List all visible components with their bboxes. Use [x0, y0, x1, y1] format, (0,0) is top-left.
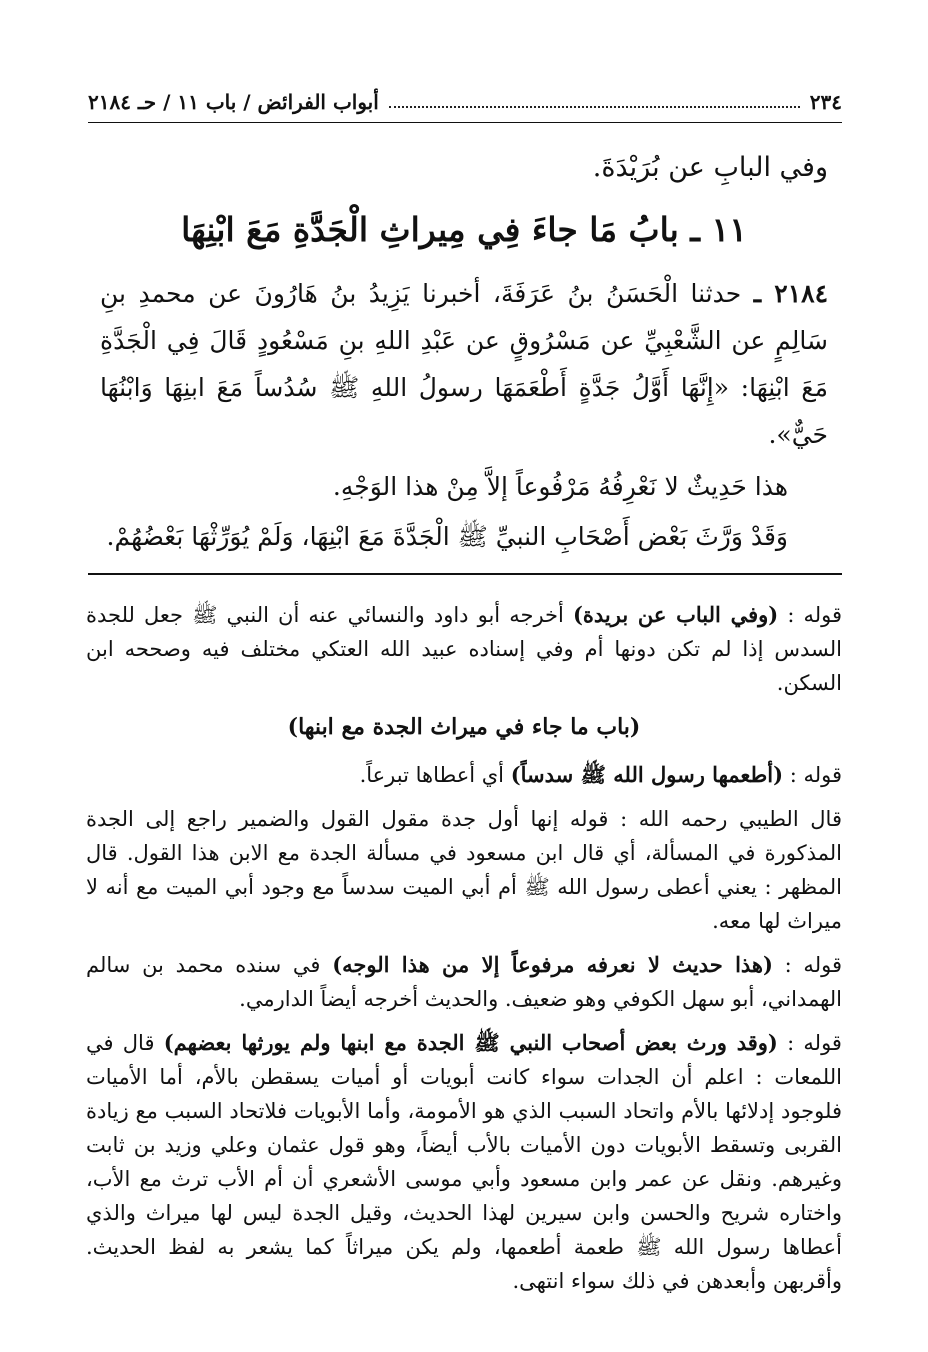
note-3 — [86, 802, 842, 938]
note-4-qawl: قوله : — [784, 953, 842, 977]
hadith-number: ٢١٨٤ ـ — [753, 279, 829, 308]
page-number: ٢٣٤ — [809, 90, 842, 114]
note-5-lemma: (وقد ورث بعض أصحاب النبي ﷺ الجدة مع ابنها ولم يورثها بعضهم) — [163, 1030, 778, 1055]
bab-reference: وفي البابِ عن بُرَيْدَةَ. — [592, 152, 828, 183]
footnote-separator — [88, 573, 842, 575]
hadith-paragraph — [100, 270, 828, 458]
commentary-chapter-title: (باب ما جاء في ميراث الجدة مع ابنها) — [287, 714, 641, 740]
running-header — [88, 84, 842, 120]
chapter-title: ١١ ـ بابُ مَا جاءَ فِي مِيراثِ الْجَدَّةِ مَعَ ابْنِهَا — [181, 210, 747, 249]
note-1-qawl: قوله : — [787, 603, 843, 627]
commentary — [86, 598, 842, 1308]
hadith-text: حدثنا الْحَسَنُ بنُ عَرَفَةَ، أخبرنا يَزِيدُ بنُ هَارُونَ عن محمدِ بنِ سَالِمٍ عن الشَّعْبِيِّ عن مَسْرُوقٍ عن عَبْدِ اللهِ بنِ مَسْعُودٍ قَالَ فِي الْجَدَّةِ مَعَ ابْنِهَا: «إِنَّهَا أَوَّلُ جَدَّةٍ أَطْعَمَهَا رسولُ اللهِ ﷺ سُدُساً مَعَ ابنِهَا وَابْنُهَا حَيٌّ». — [100, 279, 828, 449]
note-2-lemma: (أطعمها رسول الله ﷺ سدساً) — [510, 762, 784, 787]
note-1 — [86, 598, 842, 700]
note-4-text: في سنده محمد بن سالم الهمداني، أبو سهل الكوفي وهو ضعيف. والحديث أخرجه أيضاً الدارمي. — [86, 953, 842, 1011]
note-5-qawl: قوله : — [787, 1031, 842, 1055]
note-1-lemma: (وفي الباب عن بريدة) — [572, 602, 779, 627]
note-2-qawl: قوله : — [789, 763, 842, 787]
main-text — [100, 140, 828, 562]
header-rule — [88, 122, 842, 123]
note-5 — [86, 1026, 842, 1298]
note-2 — [86, 758, 842, 792]
leader-dots — [389, 106, 800, 108]
note-5-text: قال في اللمعات : اعلم أن الجدات سواء كانت أبويات أو أميات يسقطن بالأم، أما الأميات فلوجود إدلائها بالأم واتحاد السبب الذي هو الأمومة، وأما الأبويات فلاتحاد السبب مع زيادة القربى وتسقط الأبويات دون الأميات بالأب أيضاً، وهو قول عثمان وعلي وزيد بن ثابت وغيرهم. ونقل عن عمر وابن مسعود وأبي موسى الأشعري أن أم الأب ترث مع الأب، واختاره شريح والحسن وابن سيرين لهذا الحديث، وقيل الجدة ليس لها ميراث والذي أعطاها رسول الله ﷺ طعمة أطعمها، ولم يكن ميراثاً كما يشعر به لفظ الحديث. وأقربهن وأبعدهن في ذلك سواء انتهى. — [86, 1031, 842, 1293]
note-2-text: أي أعطاها تبرعاً. — [359, 763, 505, 787]
note-4-lemma: (هذا حديث لا نعرفه مرفوعاً إلا من هذا الوجه) — [332, 952, 773, 977]
note-4 — [86, 948, 842, 1016]
running-title: أبواب الفرائض / باب ١١ / حـ ٢١٨٤ — [88, 90, 379, 114]
grading-line: هذا حَدِيثٌ لا نَعْرِفُهُ مَرْفُوعاً إلاَّ مِنْ هذا الوَجْهِ. — [332, 472, 788, 501]
note-3-text: قال الطيبي رحمه الله : قوله إنها أول جدة مقول القول والضمير راجع إلى الجدة المذكورة في المسألة، أي قال ابن مسعود في مسألة الجدة مع الابن هذا القول. قال المظهر : يعني أعطى رسول الله ﷺ أم أبي الميت سدساً مع وجود أبي الميت مع أنه لا ميراث لها معه. — [86, 807, 842, 933]
remark-line: وَقَدْ وَرَّثَ بَعْض أَصْحَابِ النبيِّ ﷺ الْجَدَّةَ مَعَ ابْنِهَا، وَلَمْ يُوَرِّثْهَا بَعْضُهُمْ. — [106, 522, 788, 551]
note-1-text: أخرجه أبو داود والنسائي عنه أن النبي ﷺ جعل للجدة السدس إذا لم تكن دونها أم وفي إسناده عبيد الله العتكي مختلف فيه وصححه ابن السكن. — [86, 603, 842, 695]
